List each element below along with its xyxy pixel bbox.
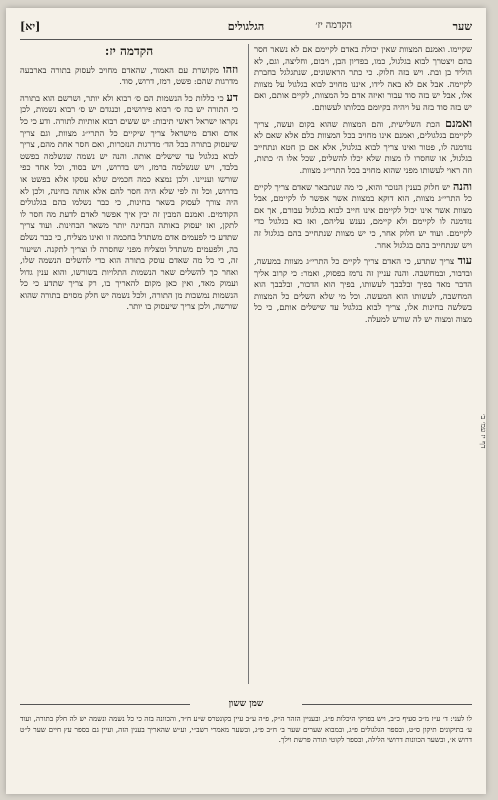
introduction-title: הקדמה יז: xyxy=(104,44,154,58)
left-paragraph-1: וזהו מקושרת עם האמור, שהאדם מחויב לעסוק בתורה בארבעה מדרגות שהם: פשט, רמז, דרוש, סוד. xyxy=(20,62,238,87)
column-divider xyxy=(248,44,249,684)
left-paragraph-2: דע כי כללות כל הנשמות הם ס׳ רבוא ולא יותר, ושרשם הוא בתורה כי התורה יש בה ס׳ רבוא פירושים, וכנגדם יש ס׳ רבוא נשמות, לכן נקראו ישראל ראשי תיבות: יש ששים רבוא אותיות לתורה. ודע כי כל אדם ואדם מישראל צריך שיקיים כל התרי״ג מצוות, וגם צריך שיעסוק בתורה בכל הד׳ מדרגות הנזכרות, ואם חסר אחת מהם, צריך לבוא בגלגול עד שישלים אותה. והנה יש נשמה שנשלמה בפשט בלבד, ויש שנשלמה ברמז, ויש בדרוש, ויש בסוד, וכל אחד כפי שורשו ועניינו. ולכן נמצא כמה חכמים שלא עסקו אלא בפשט או בדרוש, וכל זה לפי שלא היה חסר להם אלא אותה בחינה, ולכן לא היה צורך לעסוק בשאר בחינות, כי כבר נשלמו בהם בגלגולים הקודמים. ואמנם המבין זה יבין איך אפשר לאדם לדעת מה חסר לו לתקן, ואז יעסוק באותה הבחינה יותר משאר הבחינות. ועוד צריך שתדע כי לפעמים אדם משתדל בחכמה זו ואינו מצליח, כי כבר נשלם בה, ולפעמים משתדל ומצליח מפני שחסרה לו וצריך לתקנה. ושיעור זה, כי כל מה שאדם עוסק בתורה הוא כדי להשלים הנשמה שלו, ואחר כך להשלים שאר הנשמות התלויות בשורשו, והוא ענין גדול ועמוק מאד, ואין כאן מקום להאריך בו, רק צריך שתדע כי כל הנשמות נמשכות מן התורה, ולכל נשמה יש חלק מסוים בתורה שהוא שורשה, ולכן צריך שיעסוק בו יותר. xyxy=(20,90,238,312)
left-column xyxy=(20,44,238,684)
footnotes-title: שמן ששון xyxy=(228,699,264,709)
right-paragraph-4: עוד צריך שתדע, כי האדם צריך לקיים כל התרי״ג מצוות במעשה, ובדבור, ובמחשבה. והנה עניין זה נרמז בפסוק, ואמר: כי קרוב אליך הדבר מאד בפיך ובלבבך לעשותו, בפיך הוא הדבור, ובלבבך הוא המחשבה, לעשותו הוא המעשה. וכל מי שלא השלים כל המצוות בשלשה בחינות אלו, צריך לבוא בגלגול עד שישלים אותם, כי כל מצוה ומצוה יש לה שורש למעלה. xyxy=(254,254,472,325)
book-page xyxy=(6,8,486,794)
paragraph-lead-word: והנה xyxy=(452,179,472,193)
right-paragraph-1: שקיימו. ואמנם המצוות שאין יכולת באדם לקיימם אם לא נשאר חסר בהם ויצטרך לבוא בגלגול, כמו, בפדיון הבן, ויבום, וחליצה, וגם, לא הוליד בן ובת. ויש בזה חלוק. כי כתר הראשונים, שנתגלגל בחברת לקיימה. אבל אם לא באה לידו, איננו מחויב לבוא בגלגול על מצוות אלו, אבל יש בזה סוד עבור ואיזה אדם כל המצוות, לקיים אותם, ואם יש בזה סוד בזה על ויהיה בקיומם בכלותו לעשותם. xyxy=(254,44,472,112)
paragraph-lead-word: וזהו xyxy=(222,62,238,76)
header-rule xyxy=(20,39,472,40)
paragraph-lead-word: עוד xyxy=(457,254,472,268)
paragraph-lead-word: דע xyxy=(226,90,238,104)
footnote-rule-right xyxy=(302,704,472,705)
header-center-title: הגלגולים xyxy=(227,20,265,33)
footnote-rule-left xyxy=(20,704,190,705)
footnotes-header xyxy=(6,698,486,709)
paragraph-lead-word: ואמנם xyxy=(445,116,472,130)
footnotes-text: לו לעני: ד׳ ע״ז מ״ב סעיף כ״ב, ויש בפרקי היכלות פ״ג, ובעניין הזהר ה״ק, פ״ה ע״ב עיין בקונטרס ש״ע ח״ד, והכוונה בזה כי כל נשמה ונשמה יש לה חלק בתורה, ועוד ע׳ בתיקונים תיקון ס״ט, ובספר הגלגולים פ״ג, ובמבוא שערים שער ב׳ ח״ב פ״ג, ובשער מאמרי רשב״י, וע״ש שהאריך בענין הזה, ועיין גם בספר עץ חיים שער ל״ט דרוש א׳, ובשער הכוונות דרושי הלילה, ובספר לקוטי תורה פרשת וילך. xyxy=(20,714,472,744)
right-paragraph-3: והנה יש חלוק בענין הנזכר והוא, כי מה שנתבאר שאדם צריך לקיים כל התרי״ג מצוות, הוא דוקא במצוות אשר אפשר לו לקיימם, אבל מצוות אשר אינו יכול לקיימם אינו חייב לבוא בגלגול עבורם, אך אם נזדמנה לו לקיימם ולא קיימם, נענש עליהם, ואז בא בגלגול כדי לקיימם. ועוד יש חלוק אחר, כי יש מצוות שנתחייב בהם בגלגול זה ויש שנתחייב בהם בגלגול אחר. xyxy=(254,179,472,250)
right-column xyxy=(254,44,472,684)
text-columns xyxy=(20,44,472,684)
margin-page-reference: דף יז עמ׳ ב׳ xyxy=(479,414,488,449)
page-number: [יא] xyxy=(20,20,41,33)
header-right-title: שער xyxy=(452,20,472,33)
header-section-title: הקדמה יז׳ xyxy=(315,20,352,31)
right-paragraph-2: ואמנם הכת השלישית, והם המצוות שהוא בקום ועשה, צריך לקיימם בגלגולים, ואמנם אינו מחויב בכל המצוות כלם אלא שאם לא נזדמנה לו, פטור ואינו צריך לבוא בגלגול, אלא אם כן חטא ונתחייב בגלגול, או שחסרו לו מצות שלא יכלו להשלים, שכל אלו ה׳ כתות, וזה ראוי לעשותו מפני שהוא מחויב בכל התרי״ג מצוות. xyxy=(254,116,472,175)
page-header xyxy=(20,20,472,38)
